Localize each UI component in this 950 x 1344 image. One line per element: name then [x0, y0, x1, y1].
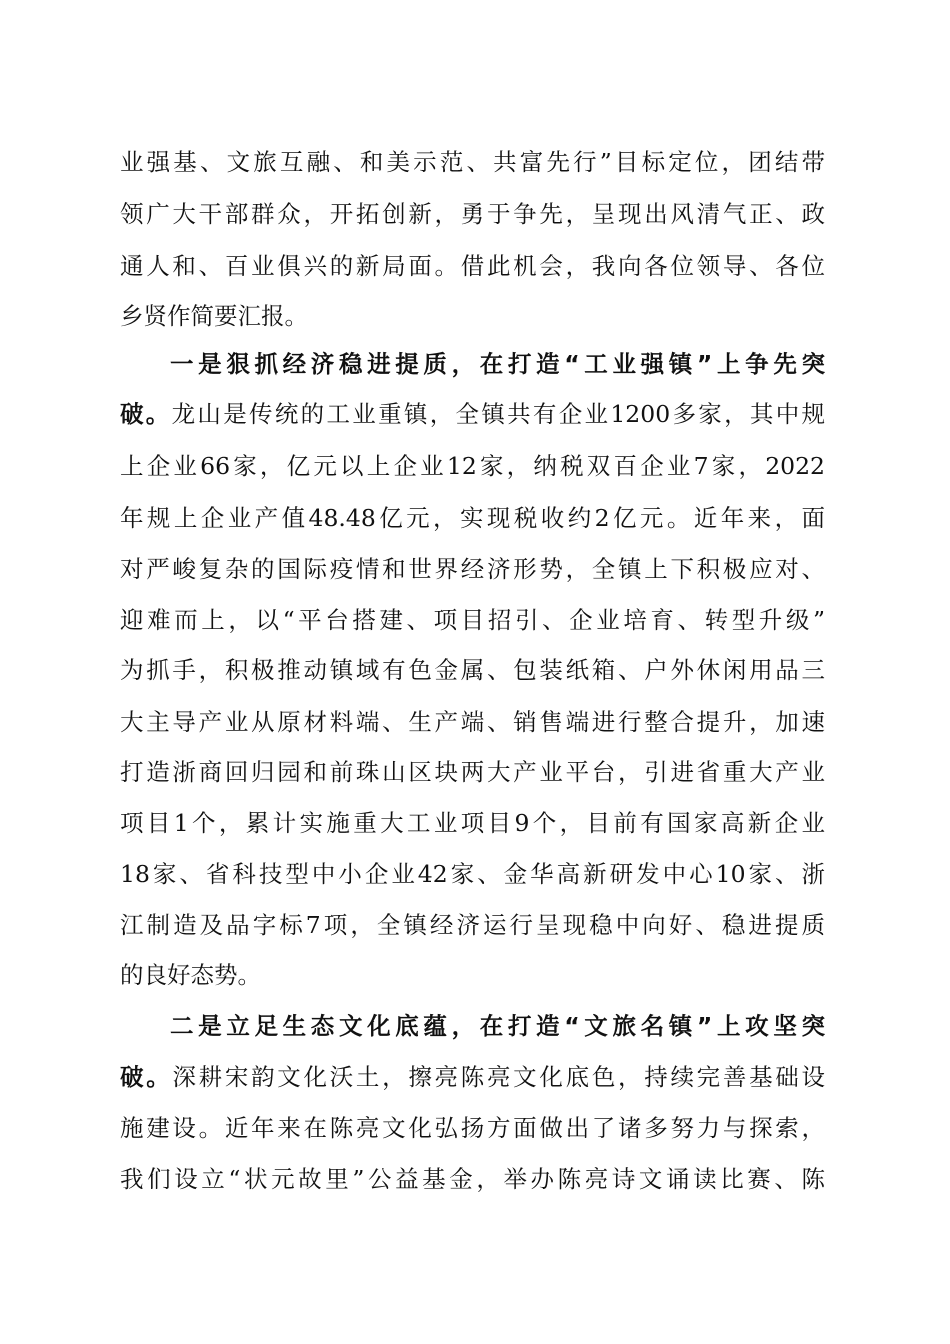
text-line: 施建设。近年来在陈亮文化弘扬方面做出了诸多努力与探索， [120, 1114, 825, 1142]
text-line: 对严峻复杂的国际疫情和世界经济形势，全镇上下积极应对、 [120, 555, 825, 583]
section-heading-culture: 二是立足生态文化底蕴，在打造“文旅名镇”上攻坚突 [170, 1012, 825, 1040]
text-line: 的良好态势。 [120, 961, 261, 989]
text-line: 大主导产业从原材料端、生产端、销售端进行整合提升，加速 [120, 708, 825, 736]
text-line: 江制造及品字标7项，全镇经济运行呈现稳中向好、稳进提质 [120, 911, 825, 939]
text-line: 打造浙商回归园和前珠山区块两大产业平台，引进省重大产业 [120, 758, 825, 786]
section-heading-industry-end: 破。 [120, 400, 172, 428]
text-line: 为抓手，积极推动镇域有色金属、包装纸箱、户外休闲用品三 [120, 656, 825, 684]
text-line: 领广大干部群众，开拓创新，勇于争先，呈现出风清气正、政 [120, 200, 825, 228]
text-line: 年规上企业产值48.48亿元，实现税收约2亿元。近年来，面 [120, 504, 825, 532]
section-heading-culture-end: 破。 [120, 1063, 173, 1091]
text-line [120, 390, 825, 438]
text-line: 18家、省科技型中小企业42家、金华高新研发中心10家、浙 [120, 860, 825, 888]
text-segment: 龙山是传统的工业重镇，全镇共有企业1200多家，其中规 [171, 400, 826, 428]
text-line: 业强基、文旅互融、和美示范、共富先行”目标定位，团结带 [120, 148, 825, 176]
text-line: 我们设立“状元故里”公益基金，举办陈亮诗文诵读比赛、陈 [120, 1165, 825, 1193]
text-line: 乡贤作简要汇报。 [120, 302, 308, 330]
text-line [120, 1053, 825, 1101]
text-line: 通人和、百业俱兴的新局面。借此机会，我向各位领导、各位 [120, 252, 825, 280]
text-segment: 深耕宋韵文化沃土，擦亮陈亮文化底色，持续完善基础设 [172, 1063, 826, 1091]
text-line: 项目1个，累计实施重大工业项目9个，目前有国家高新企业 [120, 809, 825, 837]
section-heading-industry: 一是狠抓经济稳进提质，在打造“工业强镇”上争先突 [170, 350, 825, 378]
text-line: 上企业66家，亿元以上企业12家，纳税双百企业7家，2022 [120, 452, 825, 480]
text-line: 迎难而上，以“平台搭建、项目招引、企业培育、转型升级” [120, 606, 825, 634]
